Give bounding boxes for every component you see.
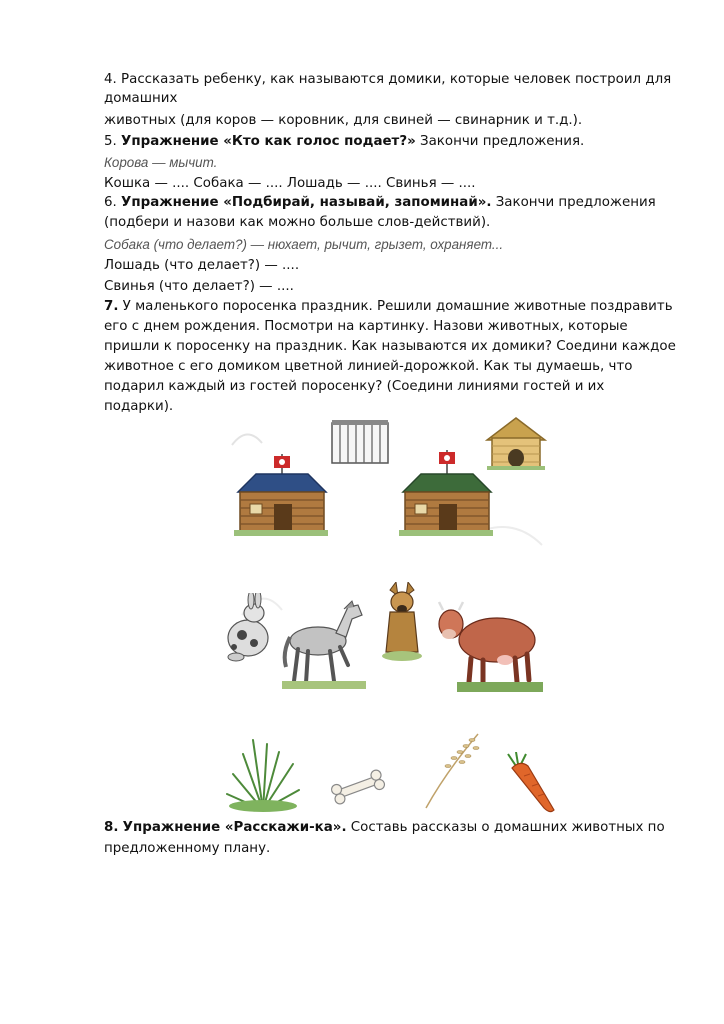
item8-line2: предложенному плану.	[104, 841, 271, 856]
item5-title: Упражнение «Кто как голос подает?»	[121, 134, 416, 149]
item5-example: Корова — мычит.	[104, 155, 218, 170]
item6-rest: Закончи предложения	[491, 195, 656, 210]
cow-icon	[437, 598, 543, 696]
item7-line5: подарил каждый из гостей поросенку? (Соедини линиями гостей и их	[104, 379, 605, 394]
item8-title: Упражнение «Расскажи-ка».	[122, 820, 347, 835]
item5-heading	[104, 133, 584, 151]
item6-heading	[104, 194, 656, 212]
wheat-icon	[420, 728, 484, 812]
item6-horse: Лошадь (что делает?) — ....	[104, 258, 300, 273]
bone-icon	[328, 768, 388, 806]
item5-rest: Закончи предложения.	[415, 134, 585, 149]
barn-blue-roof-icon	[230, 452, 330, 538]
carrot-icon	[506, 752, 558, 814]
item5-task: Кошка — .... Собака — .... Лошадь — .... Свинья — ....	[104, 176, 476, 191]
item6-line2: (подбери и назови как можно больше слов-действий).	[104, 215, 491, 230]
item7-text1: У маленького поросенка праздник. Решили домашние животные поздравить	[118, 299, 673, 314]
item7-line6: подарки).	[104, 399, 174, 414]
item8-rest: Составь рассказы о домашних животных по	[346, 820, 665, 835]
item7-line4: животное с его домиком цветной линией-дорожкой. Как ты думаешь, что	[104, 359, 633, 374]
item6-pig: Свинья (что делает?) — ....	[104, 279, 294, 294]
item4-line2: домашних	[104, 91, 178, 106]
item6-title: Упражнение «Подбирай, называй, запоминай».	[121, 195, 492, 210]
item7-number: 7.	[104, 299, 119, 314]
item4-line1: 4. Рассказать ребенку, как называются домики, которые человек построил для	[104, 72, 672, 87]
item7-line1	[104, 298, 673, 316]
item6-example: Собака (что делает?) — нюхает, рычит, грызет, охраняет...	[104, 237, 504, 252]
dog-icon	[378, 582, 426, 662]
rabbit-icon	[218, 593, 274, 665]
barn-green-roof-icon	[395, 448, 495, 538]
item4-line3: животных (для коров — коровник, для свиней — свинарник и т.д.).	[104, 113, 583, 128]
item7-line3: пришли к поросенку на праздник. Как называются их домики? Соедини каждое	[104, 339, 676, 354]
grass-icon	[223, 734, 303, 812]
item5-number: 5.	[104, 134, 117, 149]
cage-icon	[330, 420, 390, 466]
item7-line2: его с днем рождения. Посмотри на картинку. Назови животных, которые	[104, 319, 628, 334]
item8-heading	[104, 819, 665, 837]
item6-number: 6.	[104, 195, 117, 210]
item8-number: 8.	[104, 820, 119, 835]
horse-icon	[282, 593, 366, 693]
